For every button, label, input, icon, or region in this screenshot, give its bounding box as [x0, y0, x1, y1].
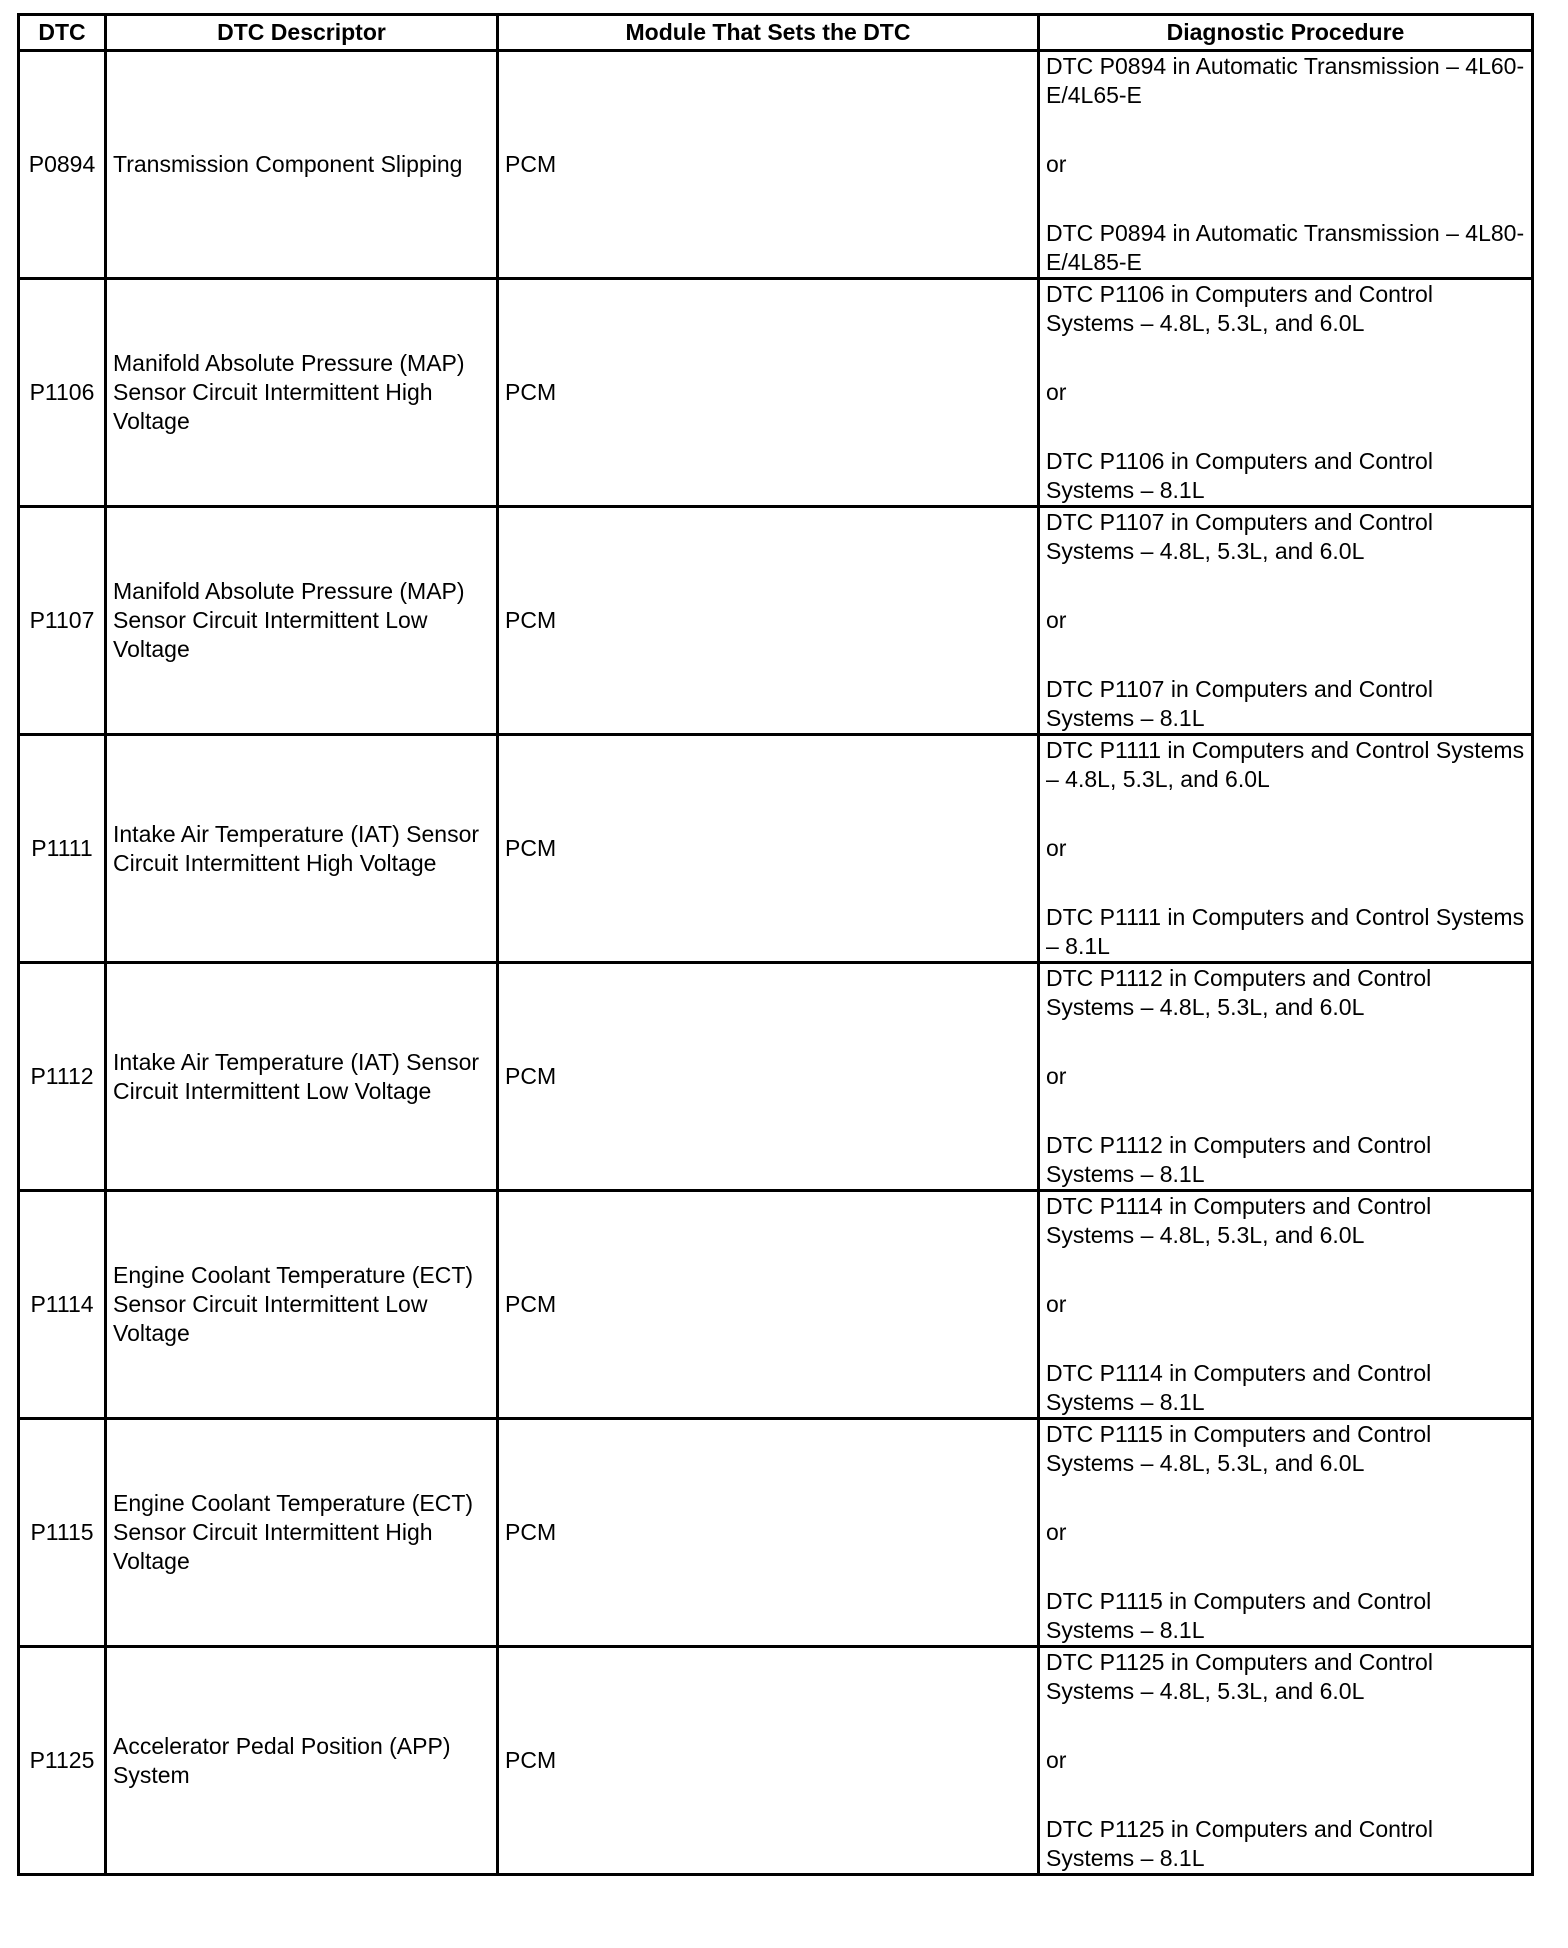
procedure-option-2: DTC P1111 in Computers and Control Systems – 8.1L — [1046, 904, 1525, 959]
diagnostic-procedure — [1039, 279, 1533, 507]
procedure-or: or — [1046, 151, 1067, 177]
procedure-option-2: DTC P1115 in Computers and Control Systems – 8.1L — [1046, 1588, 1432, 1643]
header-module: Module That Sets the DTC — [498, 15, 1039, 51]
procedure-option-1: DTC P1111 in Computers and Control Systems – 4.8L, 5.3L, and 6.0L — [1046, 737, 1525, 792]
dtc-code: P1125 — [19, 1647, 106, 1875]
dtc-code: P1114 — [19, 1191, 106, 1419]
dtc-descriptor: Manifold Absolute Pressure (MAP) Sensor Circuit Intermittent High Voltage — [106, 279, 498, 507]
table-row — [19, 963, 1533, 1191]
procedure-or: or — [1046, 1291, 1067, 1317]
dtc-descriptor: Transmission Component Slipping — [106, 51, 498, 279]
module: PCM — [498, 51, 1039, 279]
procedure-option-1: DTC P1114 in Computers and Control Systems – 4.8L, 5.3L, and 6.0L — [1046, 1193, 1432, 1248]
procedure-or: or — [1046, 607, 1067, 633]
procedure-option-2: DTC P1106 in Computers and Control Systems – 8.1L — [1046, 448, 1433, 503]
diagnostic-procedure — [1039, 735, 1533, 963]
procedure-or: or — [1046, 379, 1067, 405]
table-header-row — [19, 15, 1533, 51]
table-row — [19, 735, 1533, 963]
procedure-option-1: DTC P1107 in Computers and Control Systems – 4.8L, 5.3L, and 6.0L — [1046, 509, 1433, 564]
dtc-descriptor: Intake Air Temperature (IAT) Sensor Circuit Intermittent High Voltage — [106, 735, 498, 963]
procedure-option-1: DTC P1106 in Computers and Control Systems – 4.8L, 5.3L, and 6.0L — [1046, 281, 1433, 336]
header-dtc: DTC — [19, 15, 106, 51]
module: PCM — [498, 1191, 1039, 1419]
procedure-option-2: DTC P1125 in Computers and Control Systems – 8.1L — [1046, 1816, 1433, 1871]
procedure-option-1: DTC P1112 in Computers and Control Systems – 4.8L, 5.3L, and 6.0L — [1046, 965, 1432, 1020]
procedure-option-2: DTC P1107 in Computers and Control Systems – 8.1L — [1046, 676, 1433, 731]
table-row — [19, 279, 1533, 507]
table-row — [19, 507, 1533, 735]
dtc-code: P1115 — [19, 1419, 106, 1647]
diagnostic-procedure — [1039, 507, 1533, 735]
dtc-code: P1112 — [19, 963, 106, 1191]
procedure-or: or — [1046, 1747, 1067, 1773]
diagnostic-procedure — [1039, 1647, 1533, 1875]
procedure-or: or — [1046, 1519, 1067, 1545]
dtc-descriptor: Engine Coolant Temperature (ECT) Sensor Circuit Intermittent High Voltage — [106, 1419, 498, 1647]
table-row — [19, 1419, 1533, 1647]
dtc-table — [17, 13, 1534, 1876]
table-row — [19, 1191, 1533, 1419]
dtc-code: P1107 — [19, 507, 106, 735]
module: PCM — [498, 1647, 1039, 1875]
header-dtc-descriptor: DTC Descriptor — [106, 15, 498, 51]
diagnostic-procedure — [1039, 1191, 1533, 1419]
diagnostic-procedure — [1039, 963, 1533, 1191]
module: PCM — [498, 735, 1039, 963]
dtc-code: P1106 — [19, 279, 106, 507]
module: PCM — [498, 963, 1039, 1191]
module: PCM — [498, 279, 1039, 507]
procedure-or: or — [1046, 835, 1067, 861]
procedure-option-1: DTC P1125 in Computers and Control Systems – 4.8L, 5.3L, and 6.0L — [1046, 1649, 1433, 1704]
dtc-code: P1111 — [19, 735, 106, 963]
procedure-option-2: DTC P1114 in Computers and Control Systems – 8.1L — [1046, 1360, 1432, 1415]
procedure-option-1: DTC P0894 in Automatic Transmission – 4L60-E/4L65-E — [1046, 53, 1525, 108]
header-diagnostic-procedure: Diagnostic Procedure — [1039, 15, 1533, 51]
procedure-option-2: DTC P0894 in Automatic Transmission – 4L80-E/4L85-E — [1046, 220, 1525, 275]
procedure-option-2: DTC P1112 in Computers and Control Systems – 8.1L — [1046, 1132, 1432, 1187]
dtc-descriptor: Manifold Absolute Pressure (MAP) Sensor Circuit Intermittent Low Voltage — [106, 507, 498, 735]
diagnostic-procedure — [1039, 51, 1533, 279]
diagnostic-procedure — [1039, 1419, 1533, 1647]
dtc-descriptor: Engine Coolant Temperature (ECT) Sensor Circuit Intermittent Low Voltage — [106, 1191, 498, 1419]
procedure-or: or — [1046, 1063, 1067, 1089]
dtc-descriptor: Accelerator Pedal Position (APP) System — [106, 1647, 498, 1875]
module: PCM — [498, 1419, 1039, 1647]
table-row — [19, 51, 1533, 279]
dtc-descriptor: Intake Air Temperature (IAT) Sensor Circuit Intermittent Low Voltage — [106, 963, 498, 1191]
dtc-code: P0894 — [19, 51, 106, 279]
procedure-option-1: DTC P1115 in Computers and Control Systems – 4.8L, 5.3L, and 6.0L — [1046, 1421, 1432, 1476]
table-row — [19, 1647, 1533, 1875]
module: PCM — [498, 507, 1039, 735]
